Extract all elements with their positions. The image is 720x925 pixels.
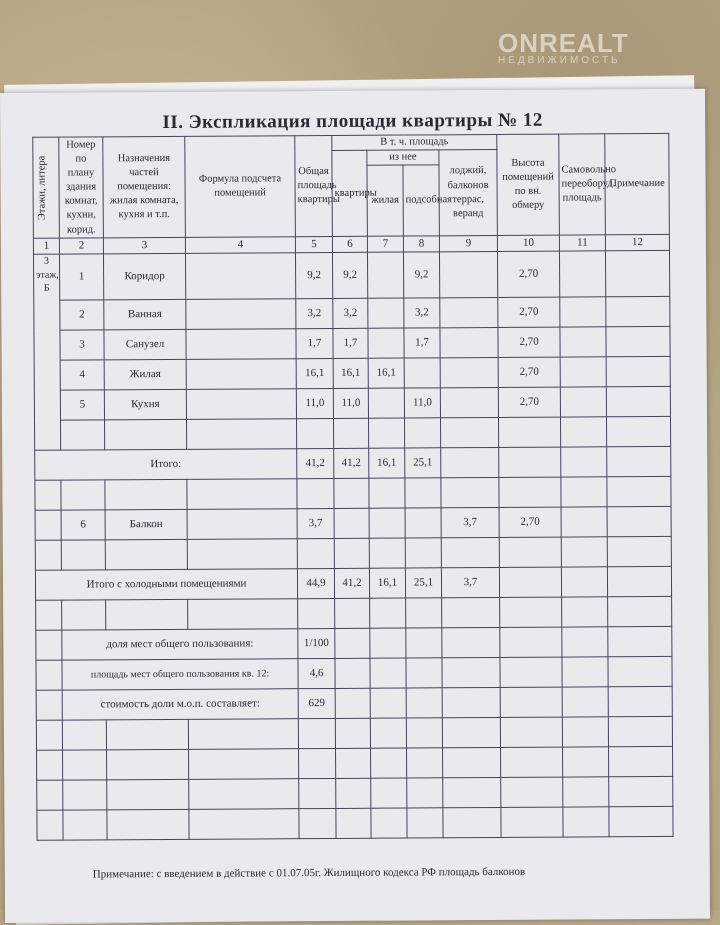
empty-cell: [608, 687, 672, 717]
table-row: [35, 417, 671, 451]
empty-cell: [501, 777, 563, 807]
empty-cell: [189, 749, 299, 780]
empty-cell: [607, 477, 671, 507]
col-number: 12: [605, 235, 669, 251]
empty-cell: [189, 779, 299, 810]
room-aux: 9,2: [403, 252, 439, 298]
col-number: 4: [185, 237, 295, 254]
empty-cell: [561, 447, 607, 477]
empty-cell: [499, 417, 561, 447]
empty-cell: [334, 538, 369, 568]
empty-cell: [187, 539, 297, 570]
footnote: Примечание: с введением в действие с 01.07.05г. Жилищного кодекса РФ площадь балконов: [92, 865, 526, 881]
room-apt: 1,7: [333, 328, 368, 358]
common-row: [36, 627, 672, 661]
empty-cell: [442, 658, 500, 688]
room-apt: 9,2: [332, 252, 367, 298]
room-living: [368, 298, 404, 328]
empty-cell: [406, 688, 442, 718]
empty-cell: [371, 778, 407, 808]
header-group-incl: В т. ч. площадь: [332, 134, 497, 150]
room-aux: 11,0: [404, 388, 440, 418]
empty-cell: [608, 627, 672, 657]
empty-cell: [335, 628, 370, 658]
header-notes: Примечание: [605, 133, 670, 235]
empty-cell: [35, 480, 61, 510]
empty-cell: [335, 658, 370, 688]
empty-cell: [405, 478, 441, 508]
empty-cell: [36, 660, 62, 690]
header-subgroup: из нее: [367, 150, 439, 166]
empty-cell: [35, 540, 61, 570]
total-cold-total: 44,9: [297, 569, 334, 599]
col-number: 1: [33, 238, 59, 254]
empty-cell: [499, 447, 561, 477]
empty-cell: [607, 567, 671, 597]
empty-cell: [559, 251, 605, 297]
total-cold-row: [35, 567, 671, 601]
empty-cell: [440, 418, 498, 448]
empty-cell: [407, 808, 443, 838]
empty-cell: [296, 419, 333, 449]
empty-cell: [371, 808, 407, 838]
empty-cell: [62, 720, 106, 750]
table-row: [36, 597, 672, 631]
room-apt: 11,0: [333, 388, 368, 418]
empty-cell: [561, 507, 607, 537]
empty-cell: [609, 747, 673, 777]
room-aux: 1,7: [404, 328, 440, 358]
empty-cell: [105, 480, 187, 511]
header-formula: Формула подсчета помещений: [185, 136, 296, 238]
floor-label: 3 этаж, Б: [33, 254, 60, 450]
room-balc: [440, 358, 498, 388]
empty-cell: [500, 657, 562, 687]
empty-cell: [560, 357, 606, 387]
empty-cell: [562, 597, 608, 627]
empty-cell: [189, 809, 299, 840]
empty-cell: [443, 748, 501, 778]
empty-cell: [407, 748, 443, 778]
empty-cell: [562, 717, 608, 747]
empty-cell: [63, 810, 107, 840]
empty-cell: [298, 599, 335, 629]
room-balc: [440, 328, 498, 358]
room-aux: 3,2: [404, 298, 440, 328]
room-balc: [440, 388, 498, 418]
col-number: 9: [439, 236, 497, 252]
document-title: II. Экспликация площади квартиры № 12: [162, 109, 543, 134]
empty-cell: [561, 477, 607, 507]
empty-cell: [37, 810, 63, 840]
formula-cell: [187, 509, 297, 540]
empty-cell: [442, 628, 500, 658]
room-total: 9,2: [295, 253, 332, 299]
empty-cell: [370, 688, 406, 718]
empty-cell: [561, 537, 607, 567]
total-cold-balc: 3,7: [441, 568, 499, 598]
empty-cell: [562, 687, 608, 717]
empty-cell: [607, 417, 671, 447]
empty-cell: [499, 537, 561, 567]
empty-cell: [297, 539, 334, 569]
room-balc: [439, 252, 497, 298]
empty-cell: [405, 508, 441, 538]
header-total-area: Общая площадь квартиры: [295, 135, 333, 237]
empty-cell: [442, 718, 500, 748]
empty-cell: [609, 807, 673, 837]
empty-cell: [369, 538, 405, 568]
empty-cell: [563, 807, 609, 837]
common-value: 1/100: [298, 629, 335, 659]
empty-cell: [63, 750, 107, 780]
room-height: 2,70: [498, 297, 560, 327]
empty-cell: [107, 750, 189, 781]
empty-cell: [609, 777, 673, 807]
common-value: 629: [298, 689, 335, 719]
empty-cell: [335, 688, 370, 718]
empty-cell: [371, 748, 407, 778]
empty-cell: [62, 600, 106, 630]
empty-cell: [406, 718, 442, 748]
room-total: 3,2: [296, 299, 333, 329]
room-height: 2,70: [498, 327, 560, 357]
empty-cell: [61, 540, 105, 570]
room-total: 16,1: [296, 359, 333, 389]
empty-cell: [563, 747, 609, 777]
table-row: [35, 477, 671, 511]
room-name: Балкон: [105, 510, 187, 541]
room-aux: [404, 358, 440, 388]
header-aux: подсобная: [403, 165, 439, 236]
empty-cell: [299, 749, 336, 779]
col-number: 10: [497, 235, 559, 251]
empty-cell: [443, 778, 501, 808]
total-total: 41,2: [297, 449, 334, 479]
empty-cell: [187, 479, 297, 510]
table-row: [37, 747, 673, 781]
empty-cell: [188, 599, 298, 630]
empty-cell: [560, 387, 606, 417]
room-no: 1: [59, 254, 103, 300]
empty-cell: [606, 387, 670, 417]
empty-cell: [333, 418, 368, 448]
table-row: [34, 297, 670, 331]
empty-cell: [336, 778, 371, 808]
table-row: [34, 387, 670, 421]
header-floor: Этажи, литера: [33, 137, 60, 239]
room-name: Жилая: [104, 360, 186, 391]
empty-cell: [606, 357, 670, 387]
common-label: доля мест общего пользования:: [62, 629, 298, 660]
empty-cell: [336, 748, 371, 778]
total-cold-apt: 41,2: [334, 568, 369, 598]
empty-cell: [299, 779, 336, 809]
balcony-row: [35, 507, 671, 541]
empty-cell: [188, 719, 298, 750]
common-label: площадь мест общего пользования кв. 12:: [62, 659, 298, 690]
common-label: стоимость доли м.о.п. составляет:: [62, 689, 298, 720]
empty-cell: [186, 419, 296, 450]
empty-cell: [406, 628, 442, 658]
total-apt: 41,2: [334, 448, 369, 478]
empty-cell: [370, 628, 406, 658]
room-total: 11,0: [296, 389, 333, 419]
formula-cell: [186, 359, 296, 390]
col-number: 7: [367, 236, 403, 252]
room-balc: 3,7: [441, 508, 499, 538]
empty-cell: [607, 447, 671, 477]
empty-cell: [334, 508, 369, 538]
empty-cell: [441, 478, 499, 508]
col-number: 5: [295, 237, 332, 253]
room-total: 3,7: [297, 509, 334, 539]
empty-cell: [368, 418, 404, 448]
total-label: Итого:: [35, 449, 297, 481]
room-height: 2,70: [498, 357, 560, 387]
empty-cell: [442, 598, 500, 628]
empty-cell: [407, 778, 443, 808]
empty-cell: [605, 251, 669, 297]
table-row: [33, 251, 669, 301]
empty-cell: [607, 537, 671, 567]
empty-cell: [405, 538, 441, 568]
room-apt: 16,1: [333, 358, 368, 388]
empty-cell: [560, 297, 606, 327]
empty-cell: [298, 719, 335, 749]
empty-cell: [106, 720, 188, 751]
document-sheet: [0, 89, 710, 923]
empty-cell: [499, 567, 561, 597]
room-no: 6: [61, 510, 105, 540]
watermark-logo: ONREALT НЕДВИЖИМОСТЬ: [498, 28, 629, 66]
header-apt-area: квартиры: [332, 150, 368, 236]
empty-cell: [369, 478, 405, 508]
room-total: 1,7: [296, 329, 333, 359]
empty-cell: [335, 598, 370, 628]
total-aux: 25,1: [405, 448, 441, 478]
empty-cell: [608, 717, 672, 747]
empty-cell: [501, 747, 563, 777]
empty-cell: [442, 688, 500, 718]
header-room-no: Номер по плану здания комнат, кухни, корид.: [59, 137, 104, 239]
room-name: Коридор: [103, 254, 185, 301]
empty-cell: [336, 808, 371, 838]
empty-cell: [500, 687, 562, 717]
empty-cell: [370, 598, 406, 628]
room-living: [368, 328, 404, 358]
empty-cell: [560, 327, 606, 357]
empty-cell: [61, 420, 105, 450]
empty-cell: [500, 627, 562, 657]
empty-cell: [443, 808, 501, 838]
header-living: жилая: [367, 165, 403, 236]
header-purpose: Назначения частей помещения: жилая комната, кухня и т.п.: [103, 136, 186, 238]
room-height: 2,70: [497, 251, 559, 297]
table-row: [34, 327, 670, 361]
room-balc: [440, 298, 498, 328]
empty-cell: [606, 297, 670, 327]
col-number: 6: [332, 237, 367, 253]
total-living: 16,1: [369, 448, 405, 478]
empty-cell: [500, 717, 562, 747]
col-number: 2: [59, 238, 103, 254]
table-row: [36, 717, 672, 751]
empty-cell: [562, 627, 608, 657]
empty-cell: [370, 658, 406, 688]
room-no: 3: [60, 330, 104, 360]
room-apt: 3,2: [333, 298, 368, 328]
col-number: 8: [403, 236, 439, 252]
col-number: 3: [103, 238, 185, 254]
table-row: [37, 777, 673, 811]
empty-cell: [334, 478, 369, 508]
empty-cell: [406, 658, 442, 688]
explication-table: [32, 133, 673, 841]
room-name: Ванная: [104, 300, 186, 331]
header-unauthorized: Самовольно переоборуд. площадь: [559, 134, 606, 236]
formula-cell: [186, 329, 296, 360]
total-cold-label: Итого с холодными помещениями: [35, 569, 297, 601]
empty-cell: [106, 600, 188, 631]
empty-cell: [501, 807, 563, 837]
room-living: [368, 388, 404, 418]
total-cold-aux: 25,1: [405, 568, 441, 598]
room-no: 4: [60, 360, 104, 390]
room-height: 2,70: [499, 507, 561, 537]
empty-cell: [297, 479, 334, 509]
common-row: [36, 657, 672, 691]
room-name: Кухня: [104, 390, 186, 421]
empty-cell: [299, 809, 336, 839]
formula-cell: [185, 253, 295, 300]
table-row: [34, 357, 670, 391]
empty-cell: [608, 657, 672, 687]
col-number: 11: [559, 235, 605, 251]
room-no: 2: [60, 300, 104, 330]
table-row: [35, 537, 671, 571]
empty-cell: [369, 508, 405, 538]
room-no: 5: [60, 390, 104, 420]
total-row: [35, 447, 671, 481]
empty-cell: [104, 420, 186, 451]
formula-cell: [186, 299, 296, 330]
room-living: [367, 252, 403, 298]
room-height: 2,70: [498, 387, 560, 417]
empty-cell: [37, 780, 63, 810]
empty-cell: [441, 448, 499, 478]
header-balconies: лоджий, балконов террас, веранд: [439, 150, 498, 237]
empty-cell: [562, 657, 608, 687]
empty-cell: [107, 810, 189, 841]
table-row: [37, 807, 673, 841]
empty-cell: [36, 630, 62, 660]
common-row: [36, 687, 672, 721]
empty-cell: [441, 538, 499, 568]
total-cold-living: 16,1: [369, 568, 405, 598]
empty-cell: [105, 540, 187, 571]
empty-cell: [36, 690, 62, 720]
formula-cell: [186, 389, 296, 420]
empty-cell: [35, 510, 61, 540]
empty-cell: [499, 477, 561, 507]
empty-cell: [561, 417, 607, 447]
empty-cell: [335, 718, 370, 748]
empty-cell: [370, 718, 406, 748]
empty-cell: [404, 418, 440, 448]
empty-cell: [107, 780, 189, 811]
empty-cell: [36, 720, 62, 750]
common-value: 4,6: [298, 659, 335, 689]
room-name: Санузел: [104, 330, 186, 361]
empty-cell: [406, 598, 442, 628]
empty-cell: [61, 480, 105, 510]
header-height: Высота помещений по вн. обмеру: [497, 134, 560, 236]
empty-cell: [607, 507, 671, 537]
empty-cell: [37, 750, 63, 780]
empty-cell: [500, 597, 562, 627]
empty-cell: [606, 327, 670, 357]
room-living: 16,1: [368, 358, 404, 388]
empty-cell: [36, 600, 62, 630]
empty-cell: [608, 597, 672, 627]
empty-cell: [563, 777, 609, 807]
empty-cell: [63, 780, 107, 810]
empty-cell: [561, 567, 607, 597]
